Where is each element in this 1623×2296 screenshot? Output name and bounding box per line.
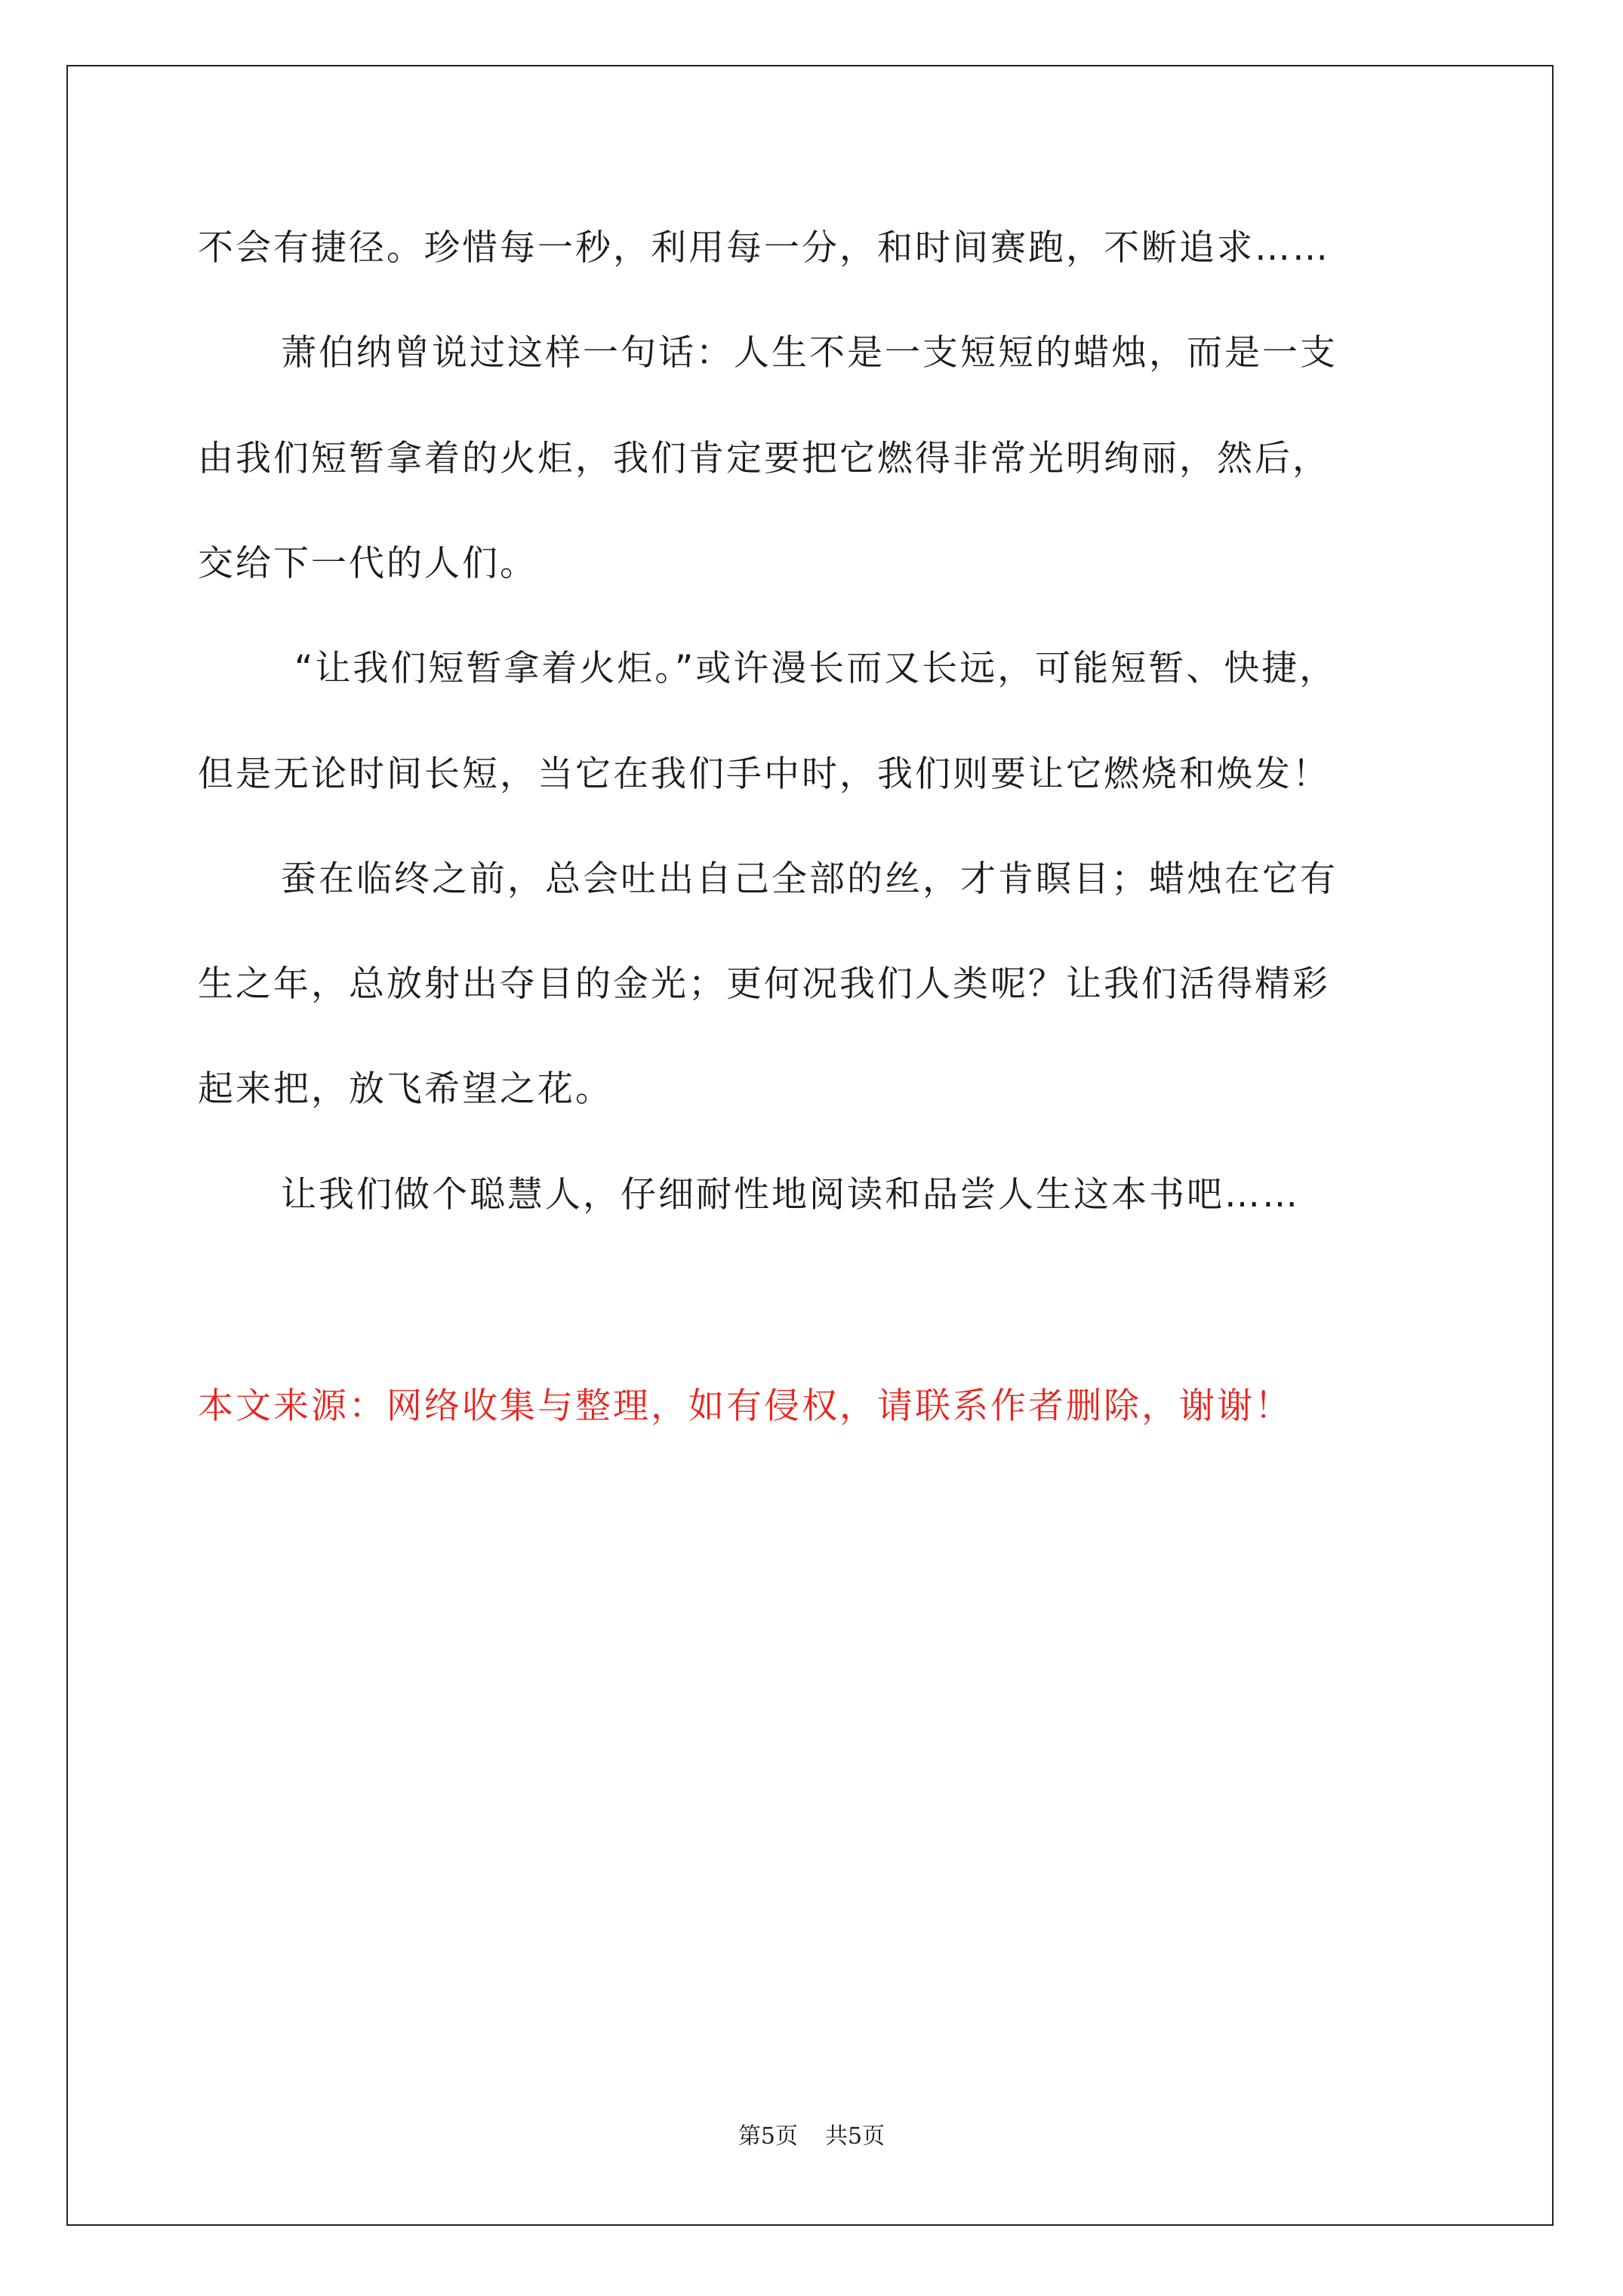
paragraph-line: 不会有捷径。珍惜每一秒，利用每一分，和时间赛跑，不断追求…… xyxy=(198,227,1330,269)
paragraph-line: 生之年，总放射出夺目的金光；更何况我们人类呢？让我们活得精彩 xyxy=(198,963,1330,1005)
page-border xyxy=(66,65,1554,2226)
source-note: 本文来源：网络收集与整理，如有侵权，请联系作者删除，谢谢！ xyxy=(198,1385,1292,1427)
total-pages: 共5页 xyxy=(825,2123,885,2150)
paragraph-line: “让我们短暂拿着火炬。”或许漫长而又长远，可能短暂、快捷， xyxy=(294,648,1338,689)
paragraph-line: 但是无论时间长短，当它在我们手中时，我们则要让它燃烧和焕发！ xyxy=(198,754,1330,795)
paragraph-line: 由我们短暂拿着的火炬，我们肯定要把它燃得非常光明绚丽，然后， xyxy=(198,438,1330,479)
paragraph-line: 萧伯纳曾说过这样一句话：人生不是一支短短的蜡烛，而是一支 xyxy=(281,332,1338,374)
paragraph-line: 交给下一代的人们。 xyxy=(198,543,537,584)
paragraph-line: 起来把，放飞希望之花。 xyxy=(198,1068,613,1110)
current-page-number: 第5页 xyxy=(738,2123,798,2150)
paragraph-line: 让我们做个聪慧人，仔细耐性地阅读和品尝人生这本书吧…… xyxy=(281,1174,1300,1216)
paragraph-line: 蚕在临终之前，总会吐出自己全部的丝，才肯瞑目；蜡烛在它有 xyxy=(281,858,1338,900)
page-footer xyxy=(0,2122,1623,2152)
